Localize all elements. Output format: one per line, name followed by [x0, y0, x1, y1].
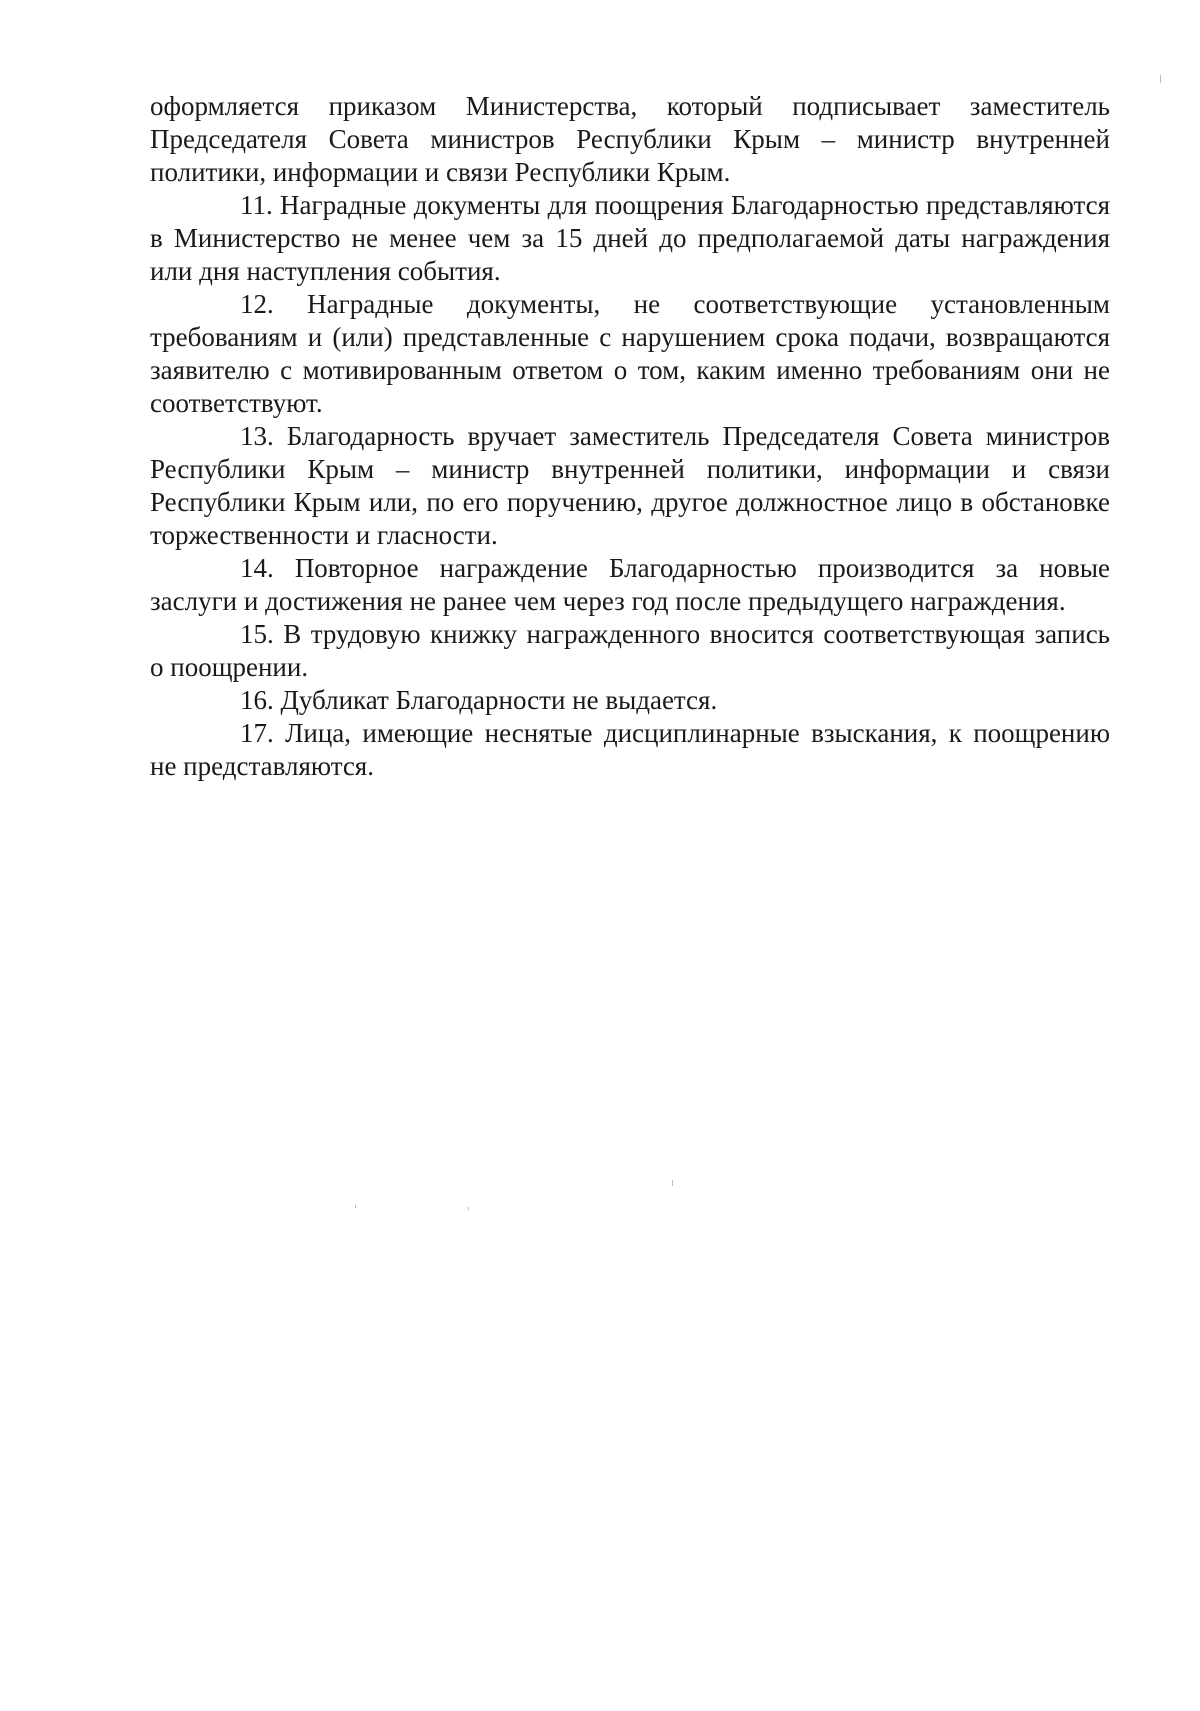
paragraph-text: Дубликат Благодарности не выдается. [280, 685, 718, 715]
paragraph-number: 15. [240, 619, 274, 649]
paragraph-text: Повторное награждение Благодарностью производится за новые заслуги и достижения не ранее чем через год после предыдущего награждения. [150, 553, 1110, 616]
scan-speck [468, 1207, 469, 1210]
scan-speck [1160, 75, 1161, 83]
paragraph-text: Лица, имеющие неснятые дисциплинарные взыскания, к поощрению не представляются. [150, 718, 1110, 781]
paragraph-item-15 [150, 618, 1110, 684]
paragraph-number: 17. [240, 718, 274, 748]
paragraph-number: 13. [240, 421, 274, 451]
paragraph-item-17 [150, 717, 1110, 783]
paragraph-text: Наградные документы, не соответствующие установленным требованиям и (или) представленные с нарушением срока подачи, возвращаются заявителю с мотивированным ответом о том, каким именно требованиям они не соответствуют. [150, 289, 1111, 418]
paragraph-text: оформляется приказом Министерства, который подписывает заместитель Председателя Совета министров Республики Крым – министр внутренней политики, информации и связи Республики Крым. [150, 91, 1110, 187]
paragraph-number: 11. [240, 190, 273, 220]
paragraph-text: Благодарность вручает заместитель Председателя Совета министров Республики Крым – министр внутренней политики, информации и связи Республики Крым или, по его поручению, другое должностное лицо в обстановке торжественности и гласности. [150, 421, 1110, 550]
paragraph-continuation [150, 90, 1110, 189]
paragraph-text: Наградные документы для поощрения Благодарностью представляются в Министерство не менее чем за 15 дней до предполагаемой даты награждения или дня наступления события. [150, 190, 1110, 286]
document-body [150, 90, 1110, 783]
paragraph-number: 12. [240, 289, 274, 319]
paragraph-text: В трудовую книжку награжденного вносится соответствующая запись о поощрении. [150, 619, 1110, 682]
scan-speck [672, 1180, 673, 1186]
paragraph-number: 16. [240, 685, 274, 715]
paragraph-number: 14. [240, 553, 274, 583]
paragraph-item-11 [150, 189, 1110, 288]
paragraph-item-13 [150, 420, 1110, 552]
scan-speck [355, 1205, 356, 1208]
paragraph-item-14 [150, 552, 1110, 618]
paragraph-item-16 [150, 684, 1110, 717]
paragraph-item-12 [150, 288, 1110, 420]
